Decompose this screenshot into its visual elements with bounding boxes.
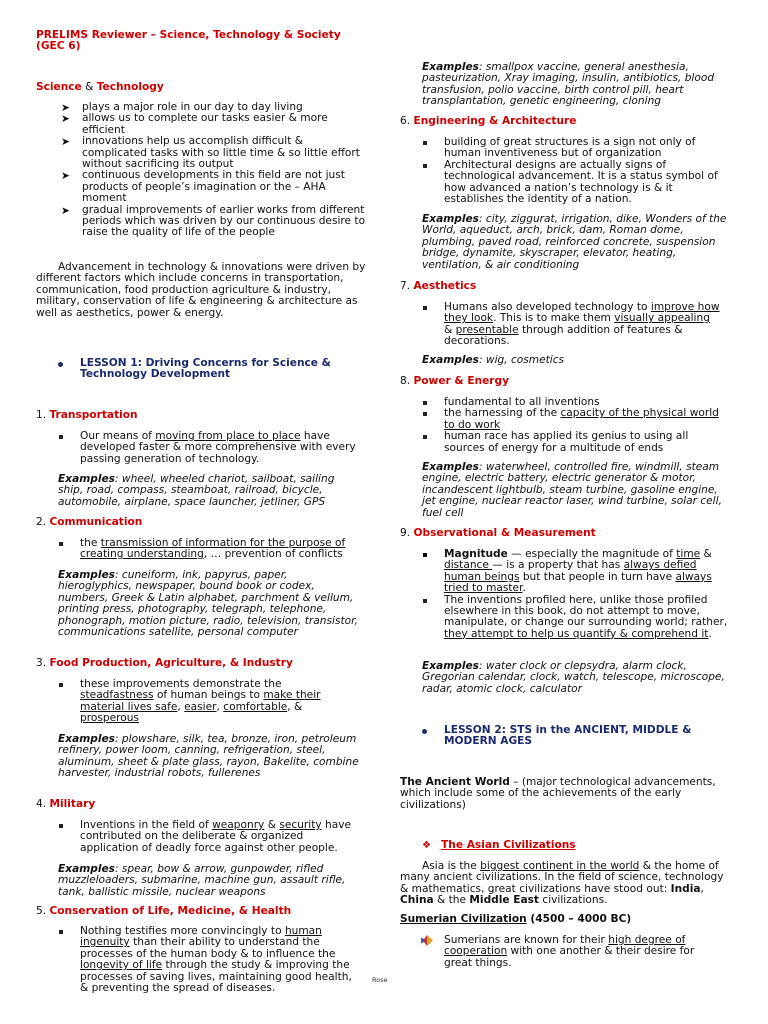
- military-bullets: [56, 820, 356, 854]
- intro-bullet-list: [58, 102, 368, 239]
- heading-amp: &: [81, 81, 97, 93]
- round-bullet-icon: [58, 362, 63, 367]
- food-production-bullets: [56, 679, 356, 725]
- asia-paragraph: Asia is the biggest continent in the world & the home of many ancient civilizations. In the field of science, technology & mathematics, great civilizations have stood out: India, China & the Middle East civilizations.: [400, 860, 724, 907]
- heading-science: Science: [36, 81, 82, 93]
- square-bullet-icon: [59, 824, 63, 828]
- square-bullet-icon: [423, 599, 427, 603]
- document-title: PRELIMS Reviewer – Science, Technology & Society (GEC 6): [36, 29, 341, 53]
- page-footer: Rose: [372, 976, 388, 984]
- list-item: ➤ plays a major role in our day to day living: [61, 101, 303, 114]
- heading-technology: Technology: [96, 81, 164, 93]
- list-item: human race has applied its genius to using all sources of energy for a multitude of ends: [420, 431, 720, 454]
- military-examples: Examples: spear, bow & arrow, gunpowder, rifled muzzleloaders, submarine, machine gun, assault rifle, tank, ballistic missile, nuclear weapons: [58, 863, 346, 898]
- list-item: Magnitude — especially the magnitude of time & distance — is a property that has always defied human beings but that people in turn have always tried to master.: [420, 549, 730, 595]
- list-item: The inventions profiled here, unlike those profiled elsewhere in this book, do not attempt to move, manipulate, or change our surrounding world; rather, they attempt to help us quantify & comprehend it.: [420, 595, 730, 641]
- list-item: LESSON 2: STS in the ANCIENT, MIDDLE & MODERN AGES: [420, 725, 720, 748]
- list-item: ➤ innovations help us accomplish difficult & complicated tasks with so little time & so little effort without sacrificing its output: [61, 135, 360, 171]
- section-heading-conservation: 5. Conservation of Life, Medicine, & Health: [36, 905, 292, 917]
- list-item: ➤ allows us to complete our tasks easier & more efficient: [61, 112, 328, 136]
- list-item: building of great structures is a sign not only of human inventiveness but of organization: [420, 137, 730, 160]
- list-item: these improvements demonstrate the steadfastness of human beings to make their material lives safe, easier, comfortable, & prosperous: [56, 679, 356, 725]
- section-heading-observational: 9. Observational & Measurement: [400, 527, 596, 539]
- square-bullet-icon: [59, 435, 63, 439]
- square-bullet-icon: [423, 306, 427, 310]
- section-heading-food-production: 3. Food Production, Agriculture, & Industry: [36, 657, 293, 669]
- science-technology-heading: [36, 82, 164, 93]
- sumerian-heading: Sumerian Civilization (4500 – 4000 BC): [400, 913, 632, 925]
- list-item: LESSON 1: Driving Concerns for Science & Technology Development: [56, 358, 356, 381]
- square-bullet-icon: [423, 141, 427, 145]
- square-bullet-icon: [59, 542, 63, 546]
- list-item: Nothing testifies more convincingly to human ingenuity than their ability to understand the processes of the human body & to influence the longevity of life through the study & improving the processes of saving lives, maintaining good health, & preventing the spread of diseases.: [56, 926, 356, 994]
- conservation-bullet-start: through the study & improving the processes of saving lives, maintaining good health, & preventing the spread of diseases.: [80, 959, 352, 995]
- list-item: fundamental to all inventions: [420, 397, 720, 408]
- section-heading-aesthetics: 7. Aesthetics: [400, 280, 477, 292]
- square-bullet-icon: [59, 930, 63, 934]
- lesson2-heading: [420, 725, 720, 748]
- observational-bullets: [420, 549, 730, 640]
- section-heading-power-energy: 8. Power & Energy: [400, 375, 510, 387]
- communication-examples: Examples: cuneiform, ink, papyrus, paper, hieroglyphics, newspaper, bound book or codex, numbers, Greek & Latin alphabet, parchment & vellum, printing press, photography, telegraph, telephone, phonograph, motion picture, radio, television, transistor, communications satellite, personal computer: [58, 569, 358, 639]
- square-bullet-icon: [423, 164, 427, 168]
- aesthetics-examples: Examples: wig, cosmetics: [422, 354, 565, 366]
- arrow-bullet-icon: ➤: [61, 136, 70, 149]
- asian-civilizations-heading: ❖ The Asian Civilizations: [422, 839, 576, 851]
- square-bullet-icon: [423, 435, 427, 439]
- section-heading-engineering: 6. Engineering & Architecture: [400, 115, 577, 127]
- advancement-paragraph: Advancement in technology & innovations were driven by different factors which include concerns in transportation, communication, food production agriculture & industry, military, conservation of life & engineering & architecture as well as aesthetics, power & energy.: [36, 261, 366, 319]
- section-heading-transportation: 1. Transportation: [36, 409, 138, 421]
- arrow-bullet-icon: ➤: [61, 113, 70, 126]
- list-item: ➤ gradual improvements of earlier works from different periods which was driven by our continuous desire to raise the quality of life of the people: [61, 203, 366, 239]
- conservation-bullets: [56, 926, 356, 994]
- power-energy-examples: Examples: waterwheel, controlled fire, windmill, steam engine, electric battery, electric generator & motor, incandescent lightbulb, steam turbine, gasoline engine, jet engine, nuclear reactor laser, wind turbine, solar cell, fuel cell: [422, 461, 722, 519]
- lesson1-heading: [56, 358, 356, 381]
- arrow-bullet-icon: ➤: [61, 204, 70, 217]
- engineering-bullets: [420, 137, 730, 205]
- power-energy-bullets: [420, 397, 720, 454]
- square-bullet-icon: [423, 401, 427, 405]
- square-bullet-icon: [59, 683, 63, 687]
- list-item: ➤ continuous developments in this field are not just products of people’s imagination or the – AHA moment: [61, 169, 345, 205]
- communication-bullets: [56, 538, 366, 561]
- square-bullet-icon: [423, 553, 427, 557]
- sumerian-bullets: [420, 935, 720, 969]
- ancient-world-paragraph: The Ancient World – (major technological advancements, which include some of the achievements of the early civilizations): [400, 776, 716, 811]
- arrow-bullet-icon: ➤: [61, 170, 70, 183]
- list-item: the harnessing of the capacity of the physical world to do work: [420, 408, 720, 431]
- colored-arrow-icon: [421, 935, 433, 949]
- list-item: Our means of moving from place to place have developed faster & more comprehensive with every passing generation of technology.: [56, 431, 356, 465]
- observational-examples: Examples: water clock or clepsydra, alarm clock, Gregorian calendar, clock, watch, telescope, microscope, radar, atomic clock, calculator: [422, 660, 725, 695]
- diamond-icon: ❖: [422, 840, 431, 851]
- section-heading-communication: 2. Communication: [36, 516, 143, 528]
- list-item: Humans also developed technology to improve how they look. This is to make them visually appealing & presentable through addition of features & decorations.: [420, 302, 720, 348]
- engineering-examples: Examples: city, ziggurat, irrigation, dike, Wonders of the World, aqueduct, arch, brick, dam, Roman dome, plumbing, paved road, reinforced concrete, suspension bridge, dynamite, skyscraper, elevator, heating, ventilation, & air conditioning: [422, 213, 727, 271]
- transportation-bullets: [56, 431, 356, 465]
- transportation-examples: Examples: wheel, wheeled chariot, sailboat, sailing ship, road, compass, steamboat, railroad, bicycle, automobile, airplane, space launcher, jetliner, GPS: [58, 473, 335, 508]
- list-item: Inventions in the field of weaponry & security have contributed on the deliberate & organized application of deadly force against other people.: [56, 820, 356, 854]
- list-item: Architectural designs are actually signs of technological advancement. It is a status symbol of how advanced a nation’s technology is & it establishes the identity of a nation.: [420, 160, 730, 206]
- list-item: Sumerians are known for their high degree of cooperation with one another & their desire for great things.: [420, 935, 720, 969]
- round-bullet-icon: [422, 729, 427, 734]
- list-item: the transmission of information for the purpose of creating understanding, … prevention of conflicts: [56, 538, 366, 561]
- arrow-bullet-icon: ➤: [61, 102, 70, 114]
- conservation-examples: Examples: smallpox vaccine, general anesthesia, pasteurization, Xray imaging, insulin, antibiotics, blood transfusion, polio vaccine, birth control pill, heart transplantation, genetic engineering, cloning: [422, 61, 715, 108]
- square-bullet-icon: [423, 412, 427, 416]
- aesthetics-bullets: [420, 302, 720, 348]
- food-production-examples: Examples: plowshare, silk, tea, bronze, iron, petroleum refinery, power loom, canning, refrigeration, steel, aluminum, sheet & plate glass, rayon, Bakelite, combine harvester, industrial robots, fullerenes: [58, 733, 359, 780]
- section-heading-military: 4. Military: [36, 798, 96, 810]
